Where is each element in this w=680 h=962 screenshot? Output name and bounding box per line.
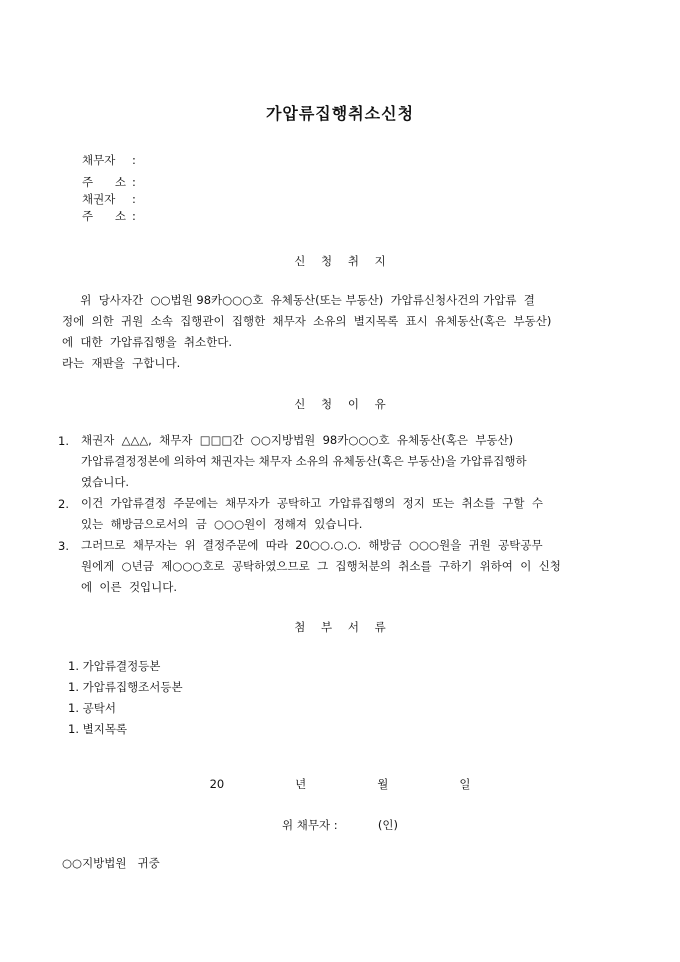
attachments-list [68,656,183,740]
purpose-line: 라는 재판을 구합니다. [62,356,181,370]
reason-line: 채권자 △△△, 채무자 □□□간 ○○지방법원 98카○○○호 유체동산(혹은 부동산) [81,433,514,447]
party-colon: : [132,209,136,223]
party-label: 주 소 [82,209,126,223]
purpose-heading: 신 청 취 지 [294,254,386,268]
party-label: 채무자 [82,153,116,167]
party-debtor-address [82,174,136,190]
attachment-item: 1. 공탁서 [68,701,116,715]
party-colon: : [132,153,136,167]
reason-line: 였습니다. [81,475,130,489]
purpose-line: 에 대한 가압류집행을 취소한다. [62,335,233,349]
reason-number: 2. [58,497,69,511]
document-title: 가압류집행취소신청 [265,104,415,123]
purpose-line: 위 당사자간 ○○법원 98카○○○호 유체동산(또는 부동산) 가압류신청사건의 가압류 결 [62,293,535,307]
reason-number: 1. [58,434,69,448]
party-label: 주 소 [82,175,126,189]
party-label: 채권자 [82,192,116,206]
court-addressee: ○○지방법원 귀중 [62,856,160,870]
party-debtor [82,152,136,168]
purpose-line: 정에 의한 귀원 소속 집행관이 집행한 채무자 소유의 별지목록 표시 유체동산(혹은 부동산) [62,314,552,328]
reason-line: 원에게 ○년금 제○○○호로 공탁하였으므로 그 집행처분의 취소를 구하기 위하여 이 신청 [81,559,561,573]
date-line: 20 년 월 일 [209,777,471,791]
reason-line: 그러므로 채무자는 위 결정주문에 따라 20○○.○.○. 해방금 ○○○원을 귀원 공탁공무 [81,538,543,552]
reason-line: 에 이른 것입니다. [81,580,178,594]
party-colon: : [132,175,136,189]
reason-line: 있는 해방금으로서의 금 ○○○원이 정해져 있습니다. [81,517,363,531]
party-creditor-address [82,208,136,224]
attachment-item: 1. 가압류결정등본 [68,659,161,673]
reasons-heading: 신 청 이 유 [294,397,386,411]
party-colon: : [132,192,136,206]
attachments-heading: 첨 부 서 류 [294,620,386,634]
reason-line: 가압류결정정본에 의하여 채권자는 채무자 소유의 유체동산(혹은 부동산)을 가압류집행하 [81,454,527,468]
purpose-body [62,290,612,374]
attachment-item: 1. 별지목록 [68,722,128,736]
attachment-item: 1. 가압류집행조서등본 [68,680,183,694]
party-creditor [82,191,136,207]
signature-line: 위 채무자 : (인) [282,818,398,832]
reason-line: 이건 가압류결정 주문에는 채무자가 공탁하고 가압류집행의 정지 또는 취소를 구할 수 [81,496,543,510]
reason-number: 3. [58,539,69,553]
